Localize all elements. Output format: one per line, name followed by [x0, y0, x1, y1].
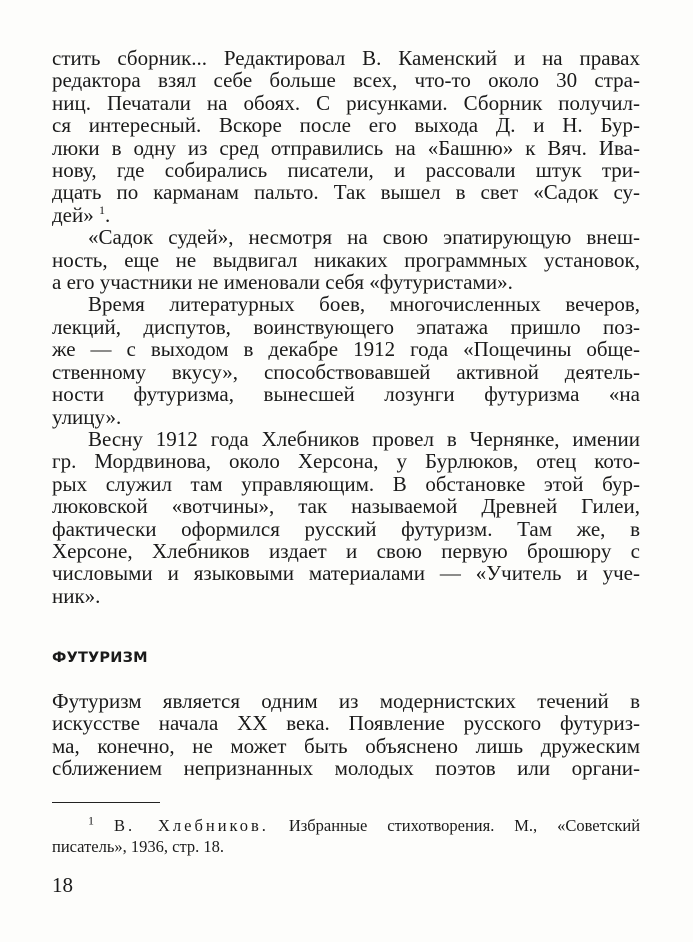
paragraph	[52, 293, 640, 427]
section-heading: ФУТУРИЗМ	[52, 650, 148, 666]
text-line: ности футуризма, вынесшей лозунги футуризма «на	[52, 382, 640, 407]
text-line: гр. Мордвинова, около Херсона, у Бурлюков, отец кото-	[52, 449, 640, 474]
text-line: люки в одну из сред отправились на «Башню» к Вяч. Ива-	[52, 135, 640, 160]
text-line: рых служил там управляющим. В обстановке этой бур-	[52, 471, 640, 496]
footnote-title: Избранные стихотворения. М., «Советский	[288, 816, 641, 835]
text-line: фактически оформился русский футуризм. Там же, в	[52, 516, 640, 541]
text-line: искусстве начала XX века. Появление русского футуриз-	[52, 711, 640, 736]
text-line: улицу».	[52, 404, 122, 429]
body-text-upper	[52, 47, 640, 607]
text-line: ность, еще не выдвигал никаких программных установок,	[52, 247, 640, 272]
text-fragment: дей»	[52, 202, 94, 227]
footnote-marker: 1	[88, 813, 94, 828]
body-text-lower	[52, 690, 640, 780]
text-line: «Садок судей», несмотря на свою эпатирующую внеш-	[88, 225, 640, 250]
paragraph	[52, 690, 640, 780]
paragraph	[52, 428, 640, 607]
text-line: дцать по карманам пальто. Так вышел в свет «Садок су-	[52, 180, 640, 205]
text-line: редактора взял себе больше всех, что-то около 30 стра-	[52, 68, 640, 93]
footnote-author: В. Хлебников.	[113, 816, 269, 835]
text-line: лекций, диспутов, воинствующего эпатажа пришло поз-	[52, 314, 640, 339]
text-line: ник».	[52, 583, 101, 608]
text-line: нову, где собирались писатели, и рассовали штук три-	[52, 158, 640, 183]
text-line: ниц. Печатали на обоях. С рисунками. Сборник получил-	[52, 90, 640, 115]
paragraph	[52, 226, 640, 293]
text-line: Время литературных боев, многочисленных вечеров,	[88, 292, 640, 317]
page-number: 18	[52, 873, 73, 897]
text-line: же — с выходом в декабре 1912 года «Пощечины обще-	[52, 337, 640, 362]
text-line: Футуризм является одним из модернистских течений в	[52, 689, 640, 713]
text-line: ма, конечно, не может быть объяснено лишь дружеским	[52, 733, 640, 758]
footnote-divider	[52, 802, 160, 803]
footnote-line: писатель», 1936, стр. 18.	[52, 837, 224, 856]
text-line: стить сборник... Редактировал В. Каменский и на правах	[52, 46, 640, 70]
text-line: Херсоне, Хлебников издает и свою первую брошюру с	[52, 538, 640, 563]
text-line: сближением непризнанных молодых поэтов или органи-	[52, 756, 640, 781]
text-line: ственному вкусу», способствовавшей активной деятель-	[52, 359, 640, 384]
text-line: а его участники не именовали себя «футуристами».	[52, 270, 513, 295]
footnote-reference: 1	[99, 202, 105, 217]
paragraph	[52, 47, 640, 226]
text-line: дей» $^1$.	[52, 202, 111, 227]
text-line: люковской «вотчины», так называемой Древней Гилеи,	[52, 494, 640, 519]
text-line: числовыми и языковыми материалами — «Учитель и уче-	[52, 561, 640, 586]
footnote-line	[52, 815, 640, 836]
text-line: ся интересный. Вскоре после его выхода Д. и Н. Бур-	[52, 113, 640, 138]
text-line: Весну 1912 года Хлебников провел в Чернянке, имении	[88, 426, 640, 451]
footnote	[52, 815, 640, 857]
